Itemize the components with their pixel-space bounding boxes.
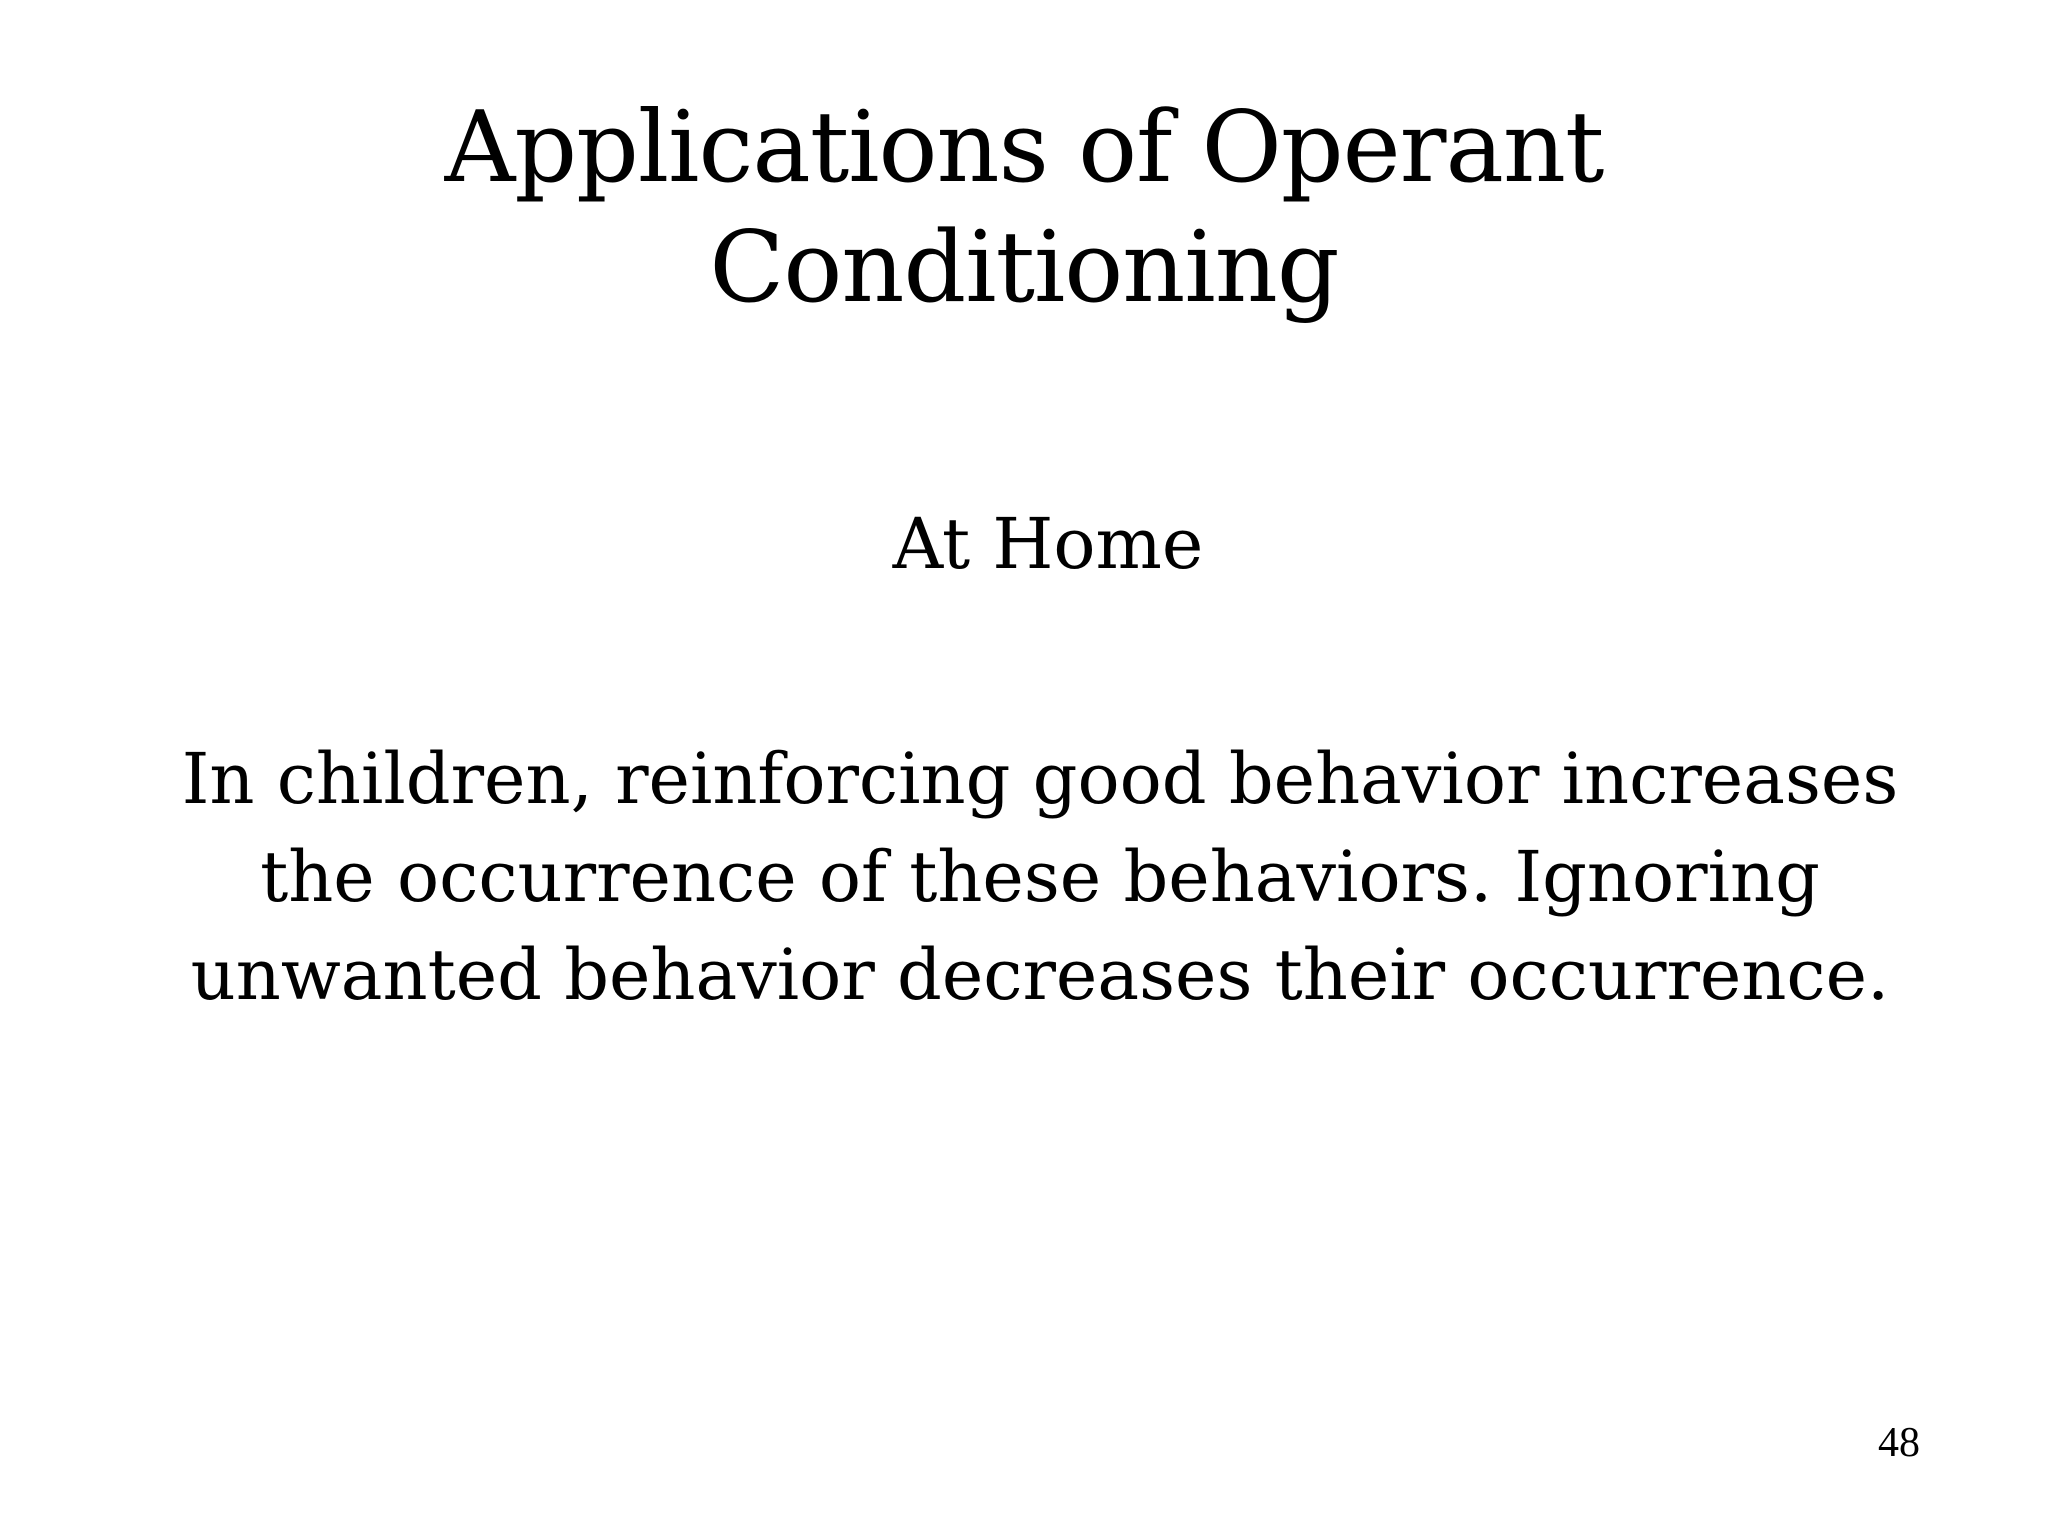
page-number: 48 [1878,1420,1920,1466]
body-line-1: In children, reinforcing good behavior increases [181,738,1899,820]
slide-title-line-2: Conditioning [709,211,1339,325]
section-heading: At Home [892,503,1204,585]
body-paragraph [150,730,1930,1024]
body-line-3: unwanted behavior decreases their occurrence. [190,934,1890,1016]
slide-title-line-1: Applications of Operant [444,91,1604,205]
body-line-2: the occurrence of these behaviors. Ignoring [260,836,1820,918]
slide-title [0,88,2048,328]
